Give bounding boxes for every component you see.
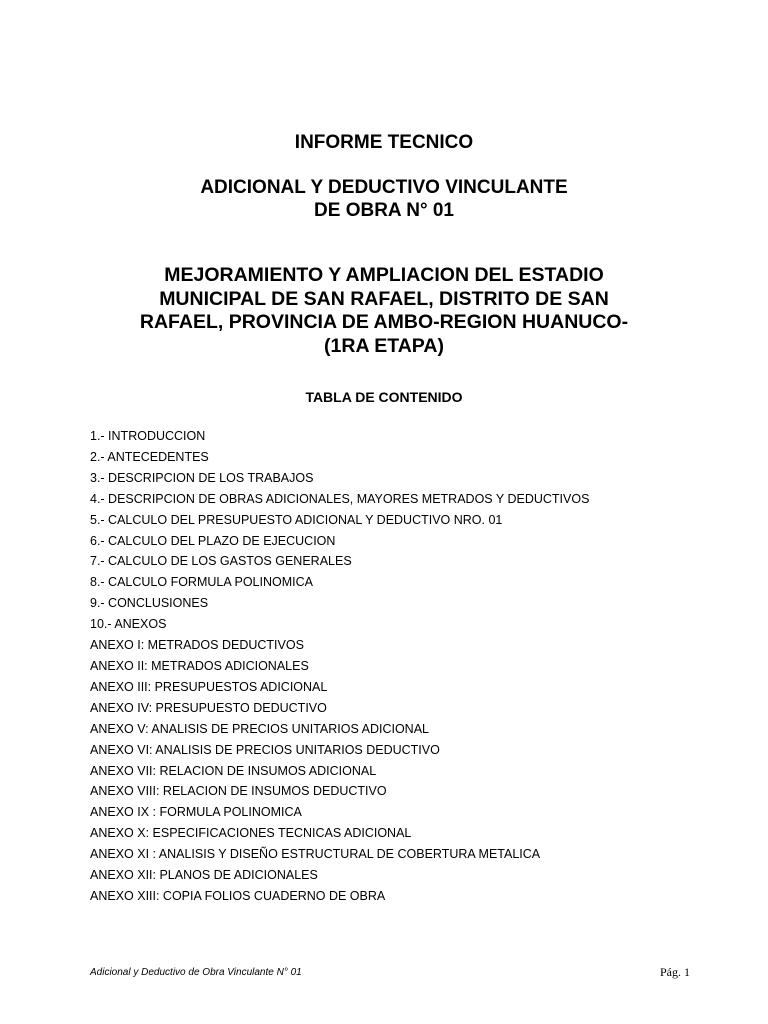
project-name-line: MEJORAMIENTO Y AMPLIACION DEL ESTADIO xyxy=(164,264,604,286)
toc-item: ANEXO IX : FORMULA POLINOMICA xyxy=(90,805,302,820)
toc-item: ANEXO I: METRADOS DEDUCTIVOS xyxy=(90,638,304,653)
toc-item: 6.- CALCULO DEL PLAZO DE EJECUCION xyxy=(90,533,336,548)
subtitle-line: DE OBRA N° 01 xyxy=(314,200,454,221)
project-name-line: (1RA ETAPA) xyxy=(324,334,444,357)
toc-item: 4.- DESCRIPCION DE OBRAS ADICIONALES, MAYORES METRADOS Y DEDUCTIVOS xyxy=(90,491,590,506)
project-name-line: MUNICIPAL DE SAN RAFAEL, DISTRITO DE SAN xyxy=(159,287,609,310)
toc-item: ANEXO XII: PLANOS DE ADICIONALES xyxy=(90,868,318,883)
toc-item: ANEXO XIII: COPIA FOLIOS CUADERNO DE OBRA xyxy=(90,888,386,903)
toc-item: ANEXO II: METRADOS ADICIONALES xyxy=(90,658,309,673)
page-number: Pág. 1 xyxy=(660,965,690,979)
toc-item: 2.- ANTECEDENTES xyxy=(90,449,209,464)
toc-item: ANEXO X: ESPECIFICACIONES TECNICAS ADICIONAL xyxy=(90,826,412,841)
toc-item: 1.- INTRODUCCION xyxy=(90,429,206,443)
project-name xyxy=(0,264,768,358)
footer-document-title: Adicional y Deductivo de Obra Vinculante N° 01 xyxy=(90,967,302,978)
toc-item: 10.- ANEXOS xyxy=(90,617,167,632)
toc-item: 9.- CONCLUSIONES xyxy=(90,596,209,611)
project-name-line: RAFAEL, PROVINCIA DE AMBO-REGION HUANUCO- xyxy=(139,311,629,333)
toc-item: ANEXO V: ANALISIS DE PRECIOS UNITARIOS ADICIONAL xyxy=(90,721,429,736)
toc-item: 7.- CALCULO DE LOS GASTOS GENERALES xyxy=(90,554,352,569)
toc-item: 8.- CALCULO FORMULA POLINOMICA xyxy=(90,575,313,590)
toc-item: ANEXO XI : ANALISIS Y DISEÑO ESTRUCTURAL DE COBERTURA METALICA xyxy=(90,847,541,862)
report-subtitle xyxy=(0,176,768,222)
toc-item: ANEXO III: PRESUPUESTOS ADICIONAL xyxy=(90,679,328,694)
toc-item: ANEXO VIII: RELACION DE INSUMOS DEDUCTIVO xyxy=(90,784,387,799)
toc-item: 5.- CALCULO DEL PRESUPUESTO ADICIONAL Y DEDUCTIVO NRO. 01 xyxy=(90,512,503,527)
toc-heading: TABLA DE CONTENIDO xyxy=(305,389,463,405)
toc-item: 3.- DESCRIPCION DE LOS TRABAJOS xyxy=(90,470,314,485)
toc-item: ANEXO VI: ANALISIS DE PRECIOS UNITARIOS DEDUCTIVO xyxy=(90,742,440,757)
toc-item: ANEXO IV: PRESUPUESTO DEDUCTIVO xyxy=(90,700,327,715)
toc-item: ANEXO VII: RELACION DE INSUMOS ADICIONAL xyxy=(90,763,377,778)
table-of-contents xyxy=(90,426,589,907)
subtitle-line: ADICIONAL Y DEDUCTIVO VINCULANTE xyxy=(200,177,568,198)
report-title: INFORME TECNICO xyxy=(294,132,474,153)
